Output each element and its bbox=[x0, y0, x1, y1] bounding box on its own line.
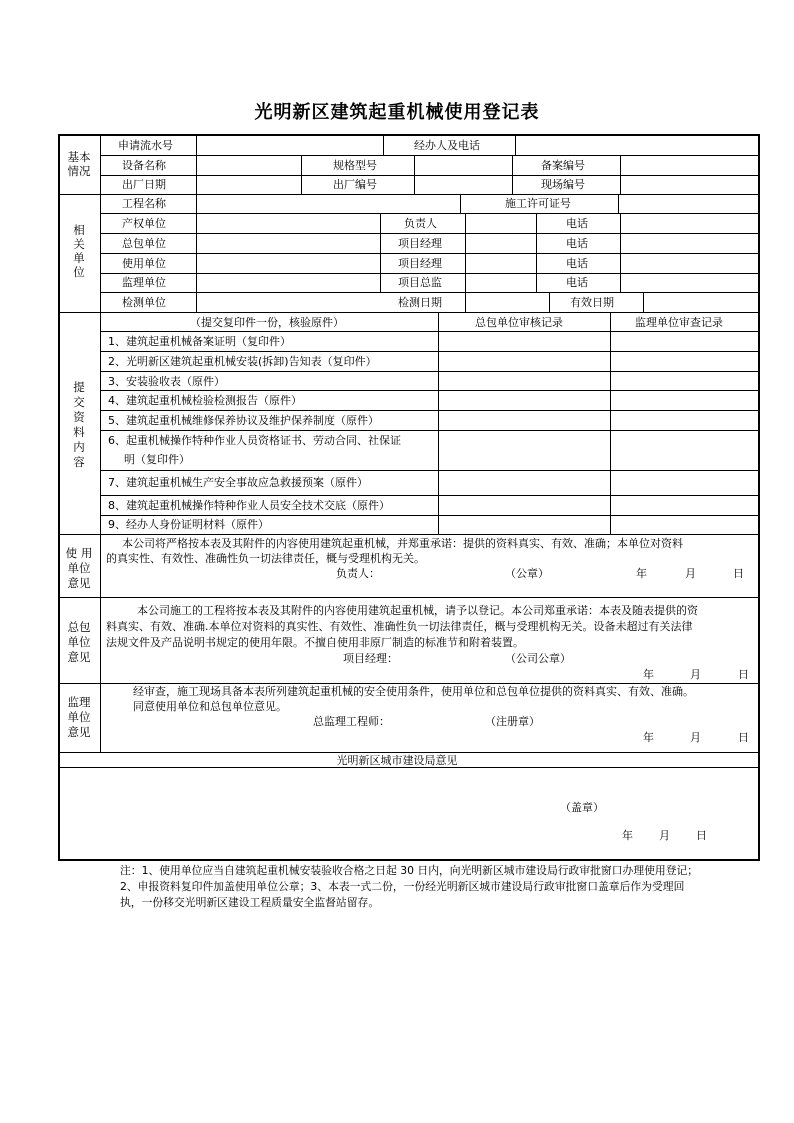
row-line bbox=[100, 495, 759, 496]
col-line bbox=[196, 134, 197, 312]
materials-header-left: （提交复印件一份，核验原件） bbox=[190, 316, 344, 329]
gc-year-label: 年 bbox=[643, 668, 654, 681]
row-line bbox=[100, 371, 759, 372]
section-basic-label: 基本 情况 bbox=[67, 150, 91, 178]
supervisor-unit-label: 监理单位 bbox=[122, 276, 166, 289]
permit-no-label: 施工许可证号 bbox=[505, 197, 571, 210]
section-use-opinion-label: 使 用 单位 意见 bbox=[65, 546, 93, 590]
use-year-label: 年 bbox=[636, 567, 647, 580]
bureau-day-label: 日 bbox=[696, 829, 707, 842]
supervisor-phone-label: 电话 bbox=[566, 276, 588, 289]
factory-date-label: 出厂日期 bbox=[122, 178, 166, 191]
material-item: 7、建筑起重机械生产安全事故应急救援预案（原件） bbox=[108, 476, 368, 489]
row-line bbox=[100, 515, 759, 516]
use-signer-label: 负责人： bbox=[336, 567, 380, 580]
use-opinion-text: 本公司将严格按本表及其附件的内容使用建筑起重机械，并郑重承诺：提供的资料真实、有效、准确；本单位对资料 bbox=[122, 537, 683, 550]
row-line bbox=[100, 331, 759, 332]
row-line bbox=[100, 155, 759, 156]
gc-manager-label: 项目经理 bbox=[398, 237, 442, 250]
device-name-label: 设备名称 bbox=[122, 159, 166, 172]
material-item: 2、光明新区建筑起重机械安装(拆卸)告知表（复印件） bbox=[108, 355, 377, 368]
spec-model-label: 规格型号 bbox=[333, 159, 377, 172]
row-line bbox=[100, 470, 759, 471]
material-item: 6、起重机械操作特种作业人员资格证书、劳动合同、社保证 bbox=[108, 434, 401, 447]
supervisor-opinion-text: 同意使用单位和总包单位意见。 bbox=[133, 700, 287, 713]
row-line bbox=[100, 253, 759, 254]
gc-opinion-text: 本公司施工的工程将按本表及其附件的内容使用建筑起重机械，请予以登记。本公司郑重承诺：本表及随表提供的资 bbox=[137, 604, 698, 617]
row-line bbox=[100, 175, 759, 176]
use-day-label: 日 bbox=[733, 567, 744, 580]
row-line bbox=[100, 351, 759, 352]
page-title: 光明新区建筑起重机械使用登记表 bbox=[254, 102, 540, 123]
section-supervisor-opinion-label: 监理 单位 意见 bbox=[67, 695, 91, 739]
section-line bbox=[58, 683, 760, 684]
col-line bbox=[515, 134, 516, 155]
record-no-label: 备案编号 bbox=[541, 159, 585, 172]
materials-header-supervisor: 监理单位审查记录 bbox=[635, 316, 723, 329]
material-item: 4、建筑起重机械检验检测报告（原件） bbox=[108, 394, 302, 407]
col-line bbox=[100, 134, 101, 752]
section-line bbox=[58, 597, 760, 598]
col-line bbox=[610, 312, 611, 534]
supervisor-seal-label: （注册章） bbox=[485, 715, 540, 728]
supervisor-opinion-text: 经审查，施工现场具备本表所列建筑起重机械的安全使用条件，使用单位和总包单位提供的资料真实、有效、准确。 bbox=[133, 685, 694, 698]
col-line bbox=[460, 194, 461, 213]
user-phone-label: 电话 bbox=[566, 257, 588, 270]
material-item-continued: 明（复印件） bbox=[124, 453, 190, 466]
col-line bbox=[414, 155, 415, 194]
factory-no-label: 出厂编号 bbox=[333, 178, 377, 191]
section-line bbox=[58, 534, 760, 535]
row-line bbox=[100, 273, 759, 274]
col-line bbox=[301, 155, 302, 194]
materials-header-gc: 总包单位审核记录 bbox=[475, 316, 563, 329]
col-line bbox=[620, 213, 621, 292]
section-line bbox=[58, 194, 760, 195]
gc-day-label: 日 bbox=[738, 668, 749, 681]
gc-opinion-text: 料真实、有效、准确.本单位对资料的真实性、有效性、准确性负一切法律责任，概与受理机构无关。设备未超过有关法律 bbox=[106, 620, 693, 633]
serial-no-label: 申请流水号 bbox=[118, 139, 173, 152]
supervisor-month-label: 月 bbox=[690, 731, 701, 744]
material-item: 5、建筑起重机械维修保养协议及维护保养制度（原件） bbox=[108, 414, 379, 427]
row-line bbox=[100, 430, 759, 431]
col-line bbox=[465, 213, 466, 312]
col-line bbox=[536, 213, 537, 292]
material-item: 8、建筑起重机械操作特种作业人员安全技术交底（原件） bbox=[108, 499, 390, 512]
row-line bbox=[100, 292, 759, 293]
gc-seal-label: （公司公章） bbox=[505, 652, 571, 665]
owner-unit-label: 产权单位 bbox=[122, 217, 166, 230]
supervisor-signer-label: 总监理工程师： bbox=[313, 715, 390, 728]
gc-month-label: 月 bbox=[690, 668, 701, 681]
section-line bbox=[58, 752, 760, 753]
section-related-label: 相 关 单 位 bbox=[73, 223, 85, 279]
owner-phone-label: 电话 bbox=[566, 217, 588, 230]
user-manager-label: 项目经理 bbox=[398, 257, 442, 270]
material-item: 3、安装验收表（原件） bbox=[108, 375, 225, 388]
chief-supervisor-label: 项目总监 bbox=[398, 276, 442, 289]
gc-unit-label: 总包单位 bbox=[122, 237, 166, 250]
footnote: 注：1、使用单位应当自建筑起重机械安装验收合格之日起 30 日内，向光明新区城市建设局行政审批窗口办理使用登记；2、申报资料复印件加盖使用单位公章；3、本表一式二份，一份经光明新区城市建设局行政审批窗口盖章后作为受理回执，一份移交光明新区建设工程质量安全监督站留存。 bbox=[120, 864, 699, 909]
col-line bbox=[620, 155, 621, 194]
col-line bbox=[512, 155, 513, 194]
bureau-year-label: 年 bbox=[622, 829, 633, 842]
gc-phone-label: 电话 bbox=[566, 237, 588, 250]
owner-contact-label: 负责人 bbox=[404, 217, 437, 230]
project-name-label: 工程名称 bbox=[122, 197, 166, 210]
supervisor-year-label: 年 bbox=[643, 731, 654, 744]
use-opinion-text: 的真实性、有效性、准确性负一切法律责任，概与受理机构无关。 bbox=[106, 552, 425, 565]
inspect-unit-label: 检测单位 bbox=[122, 296, 166, 309]
gc-opinion-text: 法规文件及产品说明书规定的使用年限。不擅自使用非原厂制造的标准节和附着装置。 bbox=[106, 636, 524, 649]
row-line bbox=[100, 390, 759, 391]
col-line bbox=[380, 213, 381, 292]
row-line bbox=[100, 233, 759, 234]
bureau-seal-label: （盖章） bbox=[560, 801, 604, 814]
supervisor-day-label: 日 bbox=[738, 731, 749, 744]
valid-date-label: 有效日期 bbox=[570, 296, 614, 309]
handler-phone-label: 经办人及电话 bbox=[414, 139, 480, 152]
inspect-date-label: 检测日期 bbox=[398, 296, 442, 309]
material-item: 9、经办人身份证明材料（原件） bbox=[108, 518, 269, 531]
section-gc-opinion-label: 总包 单位 意见 bbox=[67, 620, 91, 664]
section-line bbox=[58, 312, 760, 313]
use-month-label: 月 bbox=[685, 567, 696, 580]
user-unit-label: 使用单位 bbox=[122, 257, 166, 270]
col-line bbox=[618, 194, 619, 213]
section-line bbox=[58, 767, 760, 768]
bureau-opinion-header: 光明新区城市建设局意见 bbox=[336, 754, 458, 767]
row-line bbox=[100, 213, 759, 214]
material-item: 1、建筑起重机械备案证明（复印件） bbox=[108, 335, 291, 348]
site-no-label: 现场编号 bbox=[541, 178, 585, 191]
row-line bbox=[100, 410, 759, 411]
section-materials-label: 提 交 资 料 内 容 bbox=[73, 380, 85, 469]
col-line bbox=[383, 134, 384, 155]
use-seal-label: （公章） bbox=[505, 567, 549, 580]
col-line bbox=[549, 292, 550, 312]
col-line bbox=[438, 312, 439, 534]
gc-signer-label: 项目经理： bbox=[343, 652, 398, 665]
bureau-month-label: 月 bbox=[659, 829, 670, 842]
col-line bbox=[643, 292, 644, 312]
